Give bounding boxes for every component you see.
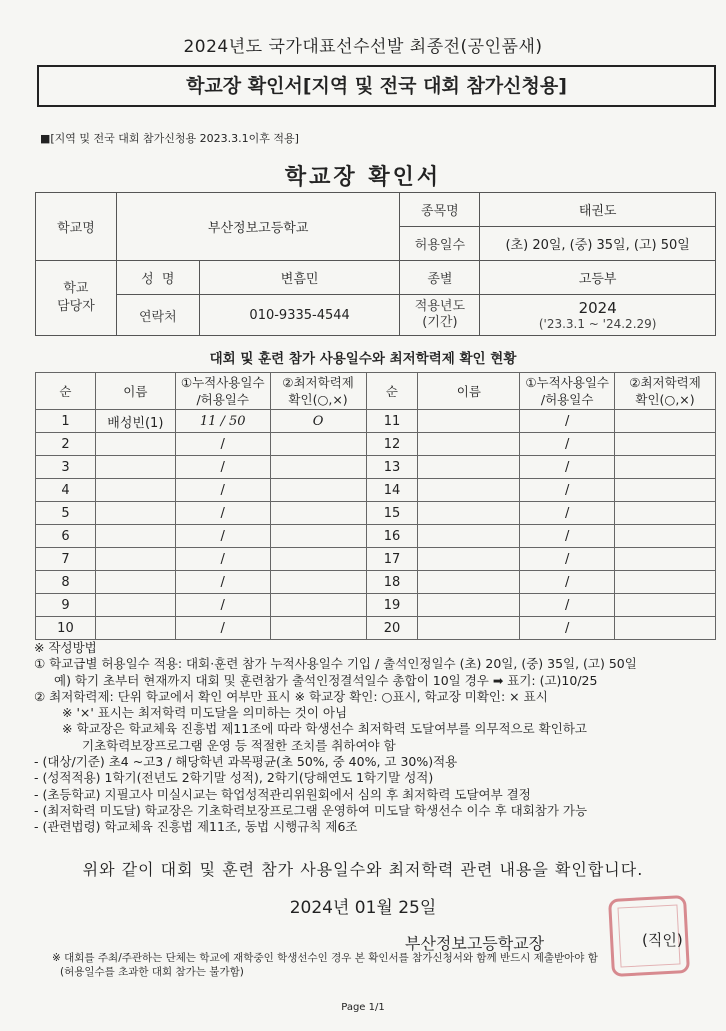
row-check [270,548,366,571]
row-no: 8 [36,571,96,594]
applicability-note: ■[지역 및 전국 대회 참가신청용 2023.3.1이후 적용] [40,132,299,145]
row-no-2: 20 [366,617,418,640]
row-check: O [270,410,366,433]
year-value: 2024 [578,299,617,317]
row-no-2: 17 [366,548,418,571]
row-no-2: 14 [366,479,418,502]
row-days-2: / [520,433,615,456]
year-label: 적용년도 (기간) [400,295,480,336]
row-no: 1 [36,410,96,433]
row-check [270,617,366,640]
note-line: - (초등학교) 지필고사 미실시교는 학업성적관리위원회에서 심의 후 최저학력 도달여부 결정 [34,786,531,802]
footer-note-sub: (허용일수를 초과한 대회 참가는 불가함) [60,966,244,978]
row-days: / [175,594,270,617]
row-check [270,525,366,548]
row-no: 3 [36,456,96,479]
roster-title: 대회 및 훈련 참가 사용일수와 최저학력제 확인 현황 [209,351,517,367]
row-name-2 [418,502,520,525]
row-name-2 [418,410,520,433]
row-no-2: 15 [366,502,418,525]
table-row [36,525,716,548]
sport-label: 종목명 [400,193,480,227]
contact-value: 010-9335-4544 [199,295,400,336]
days-value: (초) 20일, (중) 35일, (고) 50일 [480,227,716,261]
row-name-2 [418,479,520,502]
document-top-title: 2024년도 국가대표선수선발 최종전(공인품새) [183,37,543,57]
days-label: 허용일수 [400,227,480,261]
row-days: / [175,525,270,548]
row-check-2 [615,548,716,571]
note-line: 기초학력보장프로그램 운영 등 적절한 조치를 취하여야 함 [82,737,396,753]
document-banner: 학교장 확인서[지역 및 전국 대회 참가신청용] [37,65,716,107]
row-name [95,502,175,525]
roster-table [35,372,716,640]
table-row [36,502,716,525]
issue-date: 2024년 01월 25일 [289,898,437,918]
signer-name: 부산정보고등학교장 [405,934,545,953]
row-days-2: / [520,548,615,571]
col-check-2: ②최저학력제 확인(○,×) [615,373,716,410]
seal-label: (직인) [642,931,683,949]
school-label: 학교명 [36,193,117,261]
name-label: 성 명 [116,261,199,295]
row-days: / [175,571,270,594]
row-no: 7 [36,548,96,571]
note-line: - (대상/기준) 초4 ~고3 / 해당학년 과목평균(초 50%, 중 40%, 고 30%)적용 [34,754,458,770]
row-name [95,479,175,502]
row-name [95,456,175,479]
col-check: ②최저학력제 확인(○,×) [270,373,366,410]
year-cell [480,295,716,336]
footer-note: ※ 대회를 주최/주관하는 단체는 학교에 재학중인 학생선수인 경우 본 확인서를 참가신청서와 함께 반드시 제출받아야 함 [52,952,598,964]
form-title: 학교장 확인서 [284,165,442,190]
col-days: ①누적사용일수 /허용일수 [175,373,270,410]
row-check-2 [615,502,716,525]
row-no-2: 18 [366,571,418,594]
row-check [270,502,366,525]
note-line: ※ 작성방법 [34,640,97,655]
row-name-2 [418,594,520,617]
row-days-2: / [520,410,615,433]
info-table [35,192,716,336]
row-days-2: / [520,525,615,548]
row-days: / [175,548,270,571]
row-days-2: / [520,456,615,479]
category-value: 고등부 [480,261,716,295]
row-days-2: / [520,617,615,640]
row-name-2 [418,571,520,594]
row-check [270,594,366,617]
instructions [34,640,720,836]
row-name [95,571,175,594]
row-check [270,479,366,502]
period-value: ('23.3.1 ~ '24.2.29) [538,317,657,331]
row-name-2 [418,456,520,479]
row-name [95,594,175,617]
note-line: - (성적적용) 1학기(전년도 2학기말 성적), 2학기(당해연도 1학기말 성적) [34,770,434,786]
row-name [95,548,175,571]
row-check [270,456,366,479]
row-no-2: 16 [366,525,418,548]
table-row [36,479,716,502]
row-check-2 [615,479,716,502]
note-line: ① 학교급별 허용일수 적용: 대회·훈련 참가 누적사용일수 기입 / 출석인정일수 (초) 20일, (중) 35일, (고) 50일 [34,656,637,672]
row-name-2 [418,433,520,456]
row-check-2 [615,433,716,456]
col-name-2: 이름 [418,373,520,410]
row-no-2: 11 [366,410,418,433]
row-check-2 [615,617,716,640]
contact-label: 연락처 [116,295,199,336]
table-row [36,548,716,571]
manager-name: 변흠민 [199,261,400,295]
note-line: 예) 학기 초부터 현재까지 대회 및 훈련참가 출석인정결석일수 총합이 10일 경우 ➡ 표기: (고)10/25 [54,672,598,688]
table-row [36,456,716,479]
row-no: 10 [36,617,96,640]
sport-value: 태권도 [480,193,716,227]
row-no: 9 [36,594,96,617]
row-days: / [175,479,270,502]
row-days-2: / [520,594,615,617]
row-no: 5 [36,502,96,525]
note-line: ※ 학교장은 학교체육 진흥법 제11조에 따라 학생선수 최저학력 도달여부를 의무적으로 확인하고 [62,721,587,737]
row-days: / [175,456,270,479]
row-check-2 [615,456,716,479]
row-no: 2 [36,433,96,456]
row-days: 11 / 50 [175,410,270,433]
row-name [95,433,175,456]
table-row [36,617,716,640]
note-line: ※ '×' 표시는 최저학력 미도달을 의미하는 것이 아님 [62,705,348,721]
row-no: 4 [36,479,96,502]
school-name: 부산정보고등학교 [116,193,400,261]
row-check-2 [615,525,716,548]
table-row [36,410,716,433]
col-days-2: ①누적사용일수 /허용일수 [520,373,615,410]
row-check-2 [615,571,716,594]
row-check-2 [615,594,716,617]
row-no-2: 19 [366,594,418,617]
row-check-2 [615,410,716,433]
col-name: 이름 [95,373,175,410]
col-no-2: 순 [366,373,418,410]
row-days: / [175,433,270,456]
row-no-2: 12 [366,433,418,456]
row-name [95,617,175,640]
confirmation-statement: 위와 같이 대회 및 훈련 참가 사용일수와 최저학력 관련 내용을 확인합니다. [82,860,644,879]
row-name-2 [418,617,520,640]
row-days-2: / [520,502,615,525]
row-days-2: / [520,571,615,594]
category-label: 종별 [400,261,480,295]
note-line: - (관련법령) 학교체육 진흥법 제11조, 동법 시행규칙 제6조 [34,819,358,835]
col-no: 순 [36,373,96,410]
row-name: 배성빈(1) [95,410,175,433]
page-number: Page 1/1 [341,1002,385,1013]
row-days-2: / [520,479,615,502]
row-days: / [175,502,270,525]
row-name-2 [418,525,520,548]
row-check [270,571,366,594]
table-row [36,571,716,594]
table-row [36,433,716,456]
note-line: ② 최저학력제: 단위 학교에서 확인 여부만 표시 ※ 학교장 확인: ○표시, 학교장 미확인: × 표시 [34,688,548,704]
row-check [270,433,366,456]
row-name [95,525,175,548]
roster-header-row [36,373,716,410]
note-line: - (최저학력 미도달) 학교장은 기초학력보장프로그램 운영하여 미도달 학생선수 이수 후 대회참가 가능 [34,802,588,818]
table-row [36,594,716,617]
row-days: / [175,617,270,640]
row-no-2: 13 [366,456,418,479]
row-no: 6 [36,525,96,548]
row-name-2 [418,548,520,571]
manager-label: 학교 담당자 [36,261,117,336]
